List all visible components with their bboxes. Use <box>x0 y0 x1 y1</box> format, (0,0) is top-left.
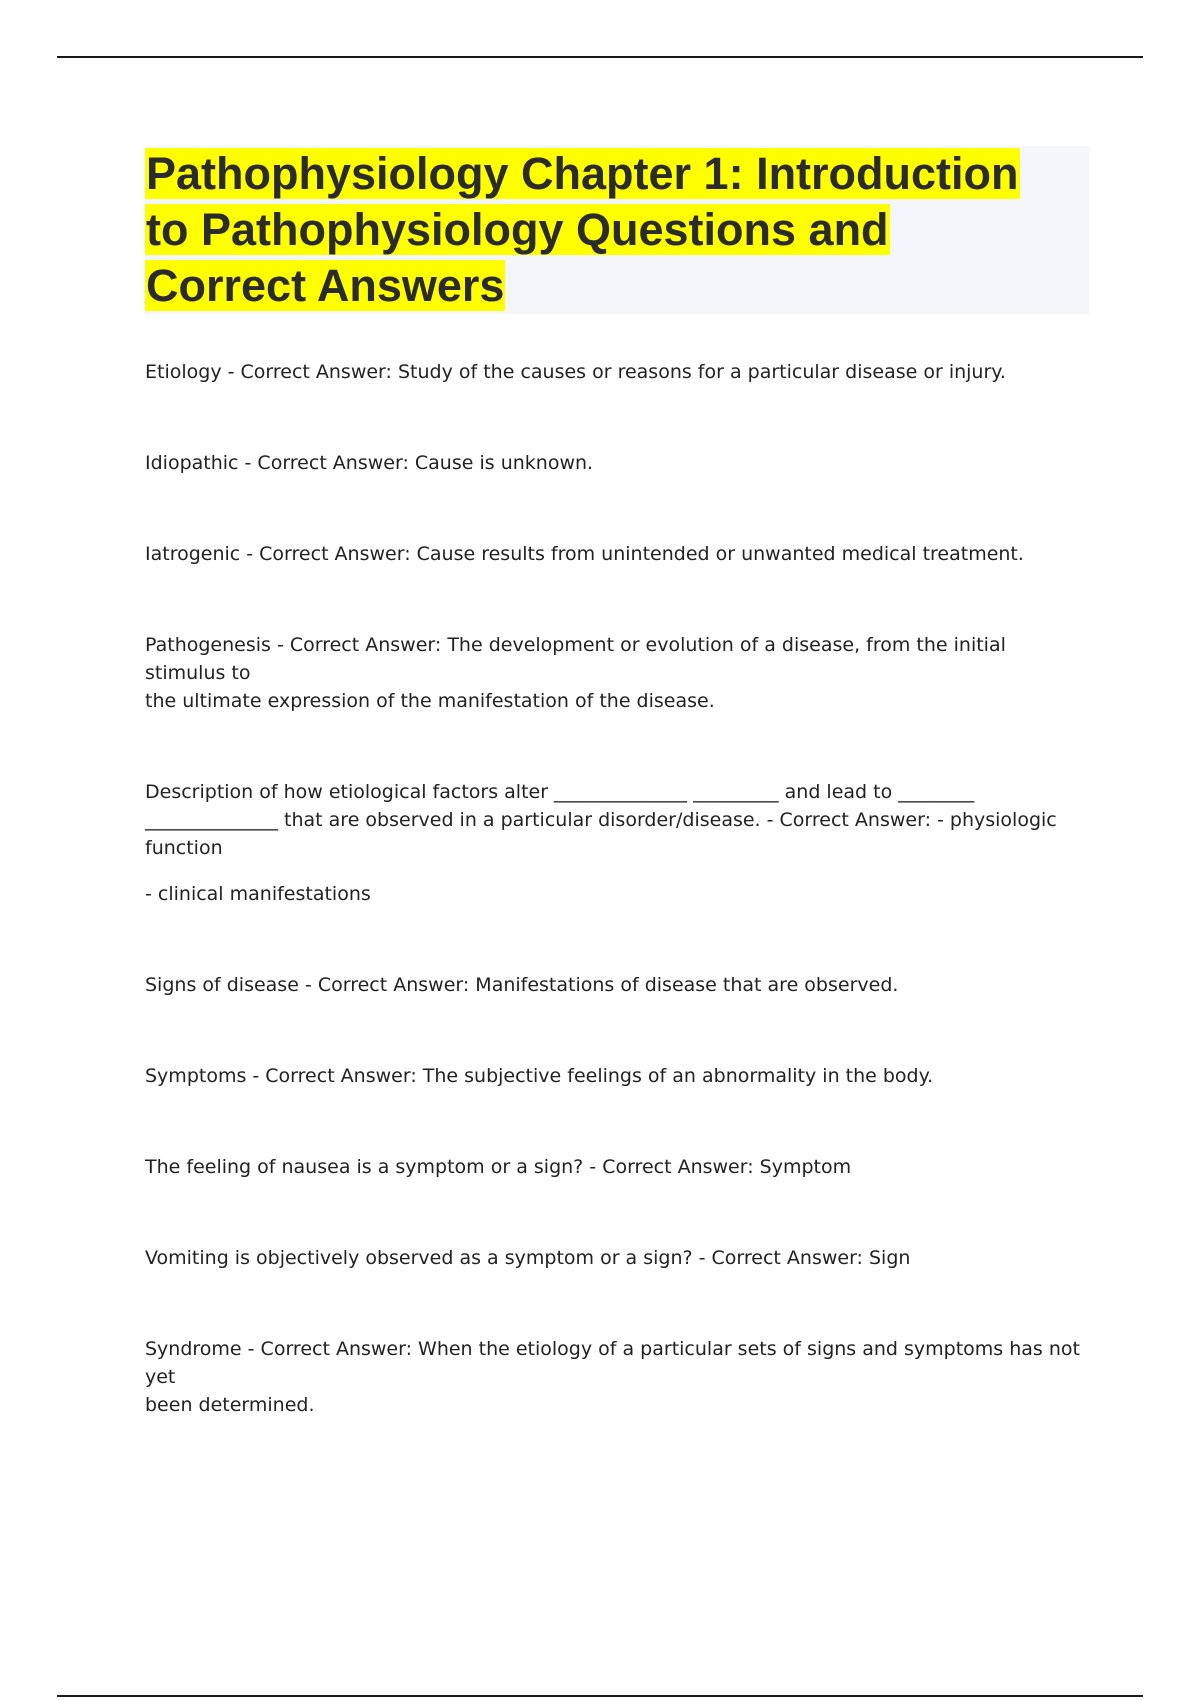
qa-item-vomiting <box>145 1244 1085 1272</box>
qa-line: been determined. <box>145 1394 315 1416</box>
qa-sub-line: - clinical manifestations <box>145 883 371 905</box>
qa-item-syndrome <box>145 1335 1085 1419</box>
top-rule <box>57 56 1143 58</box>
qa-item-pathogenesis <box>145 631 1085 715</box>
qa-line: function <box>145 837 223 859</box>
qa-line: Idiopathic - Correct Answer: Cause is unknown. <box>145 452 594 474</box>
qa-list <box>145 358 1085 1419</box>
qa-line: Vomiting is objectively observed as a symptom or a sign? - Correct Answer: Sign <box>145 1247 911 1269</box>
qa-item-etiology <box>145 358 1085 386</box>
qa-line: Pathogenesis - Correct Answer: The development or evolution of a disease, from the initial stimulus to <box>145 634 1006 684</box>
qa-line: ______________ that are observed in a particular disorder/disease. - Correct Answer: - physiologic <box>145 809 1057 831</box>
qa-item-idiopathic <box>145 449 1085 477</box>
title-line-1: Pathophysiology Chapter 1: Introduction <box>146 148 1019 199</box>
title-block <box>145 146 1089 314</box>
qa-line: Symptoms - Correct Answer: The subjective feelings of an abnormality in the body. <box>145 1065 934 1087</box>
qa-item-iatrogenic <box>145 540 1085 568</box>
title-line-2: to Pathophysiology Questions and <box>146 204 889 255</box>
bottom-rule <box>57 1695 1143 1697</box>
qa-line: Iatrogenic - Correct Answer: Cause results from unintended or unwanted medical treatment. <box>145 543 1024 565</box>
title-line-3: Correct Answers <box>146 260 505 311</box>
qa-line: The feeling of nausea is a symptom or a sign? - Correct Answer: Symptom <box>145 1156 852 1178</box>
qa-line: Description of how etiological factors alter ______________ _________ and lead to ________ <box>145 781 975 803</box>
qa-line: Signs of disease - Correct Answer: Manifestations of disease that are observed. <box>145 974 899 996</box>
qa-line: Etiology - Correct Answer: Study of the causes or reasons for a particular disease or injury. <box>145 361 1006 383</box>
qa-item-symptoms <box>145 1062 1085 1090</box>
qa-line: the ultimate expression of the manifestation of the disease. <box>145 690 715 712</box>
page-title <box>145 146 1089 314</box>
qa-item-nausea <box>145 1153 1085 1181</box>
qa-item-description <box>145 778 1085 908</box>
qa-item-signs <box>145 971 1085 999</box>
qa-line: Syndrome - Correct Answer: When the etiology of a particular sets of signs and symptoms has not yet <box>145 1338 1080 1388</box>
